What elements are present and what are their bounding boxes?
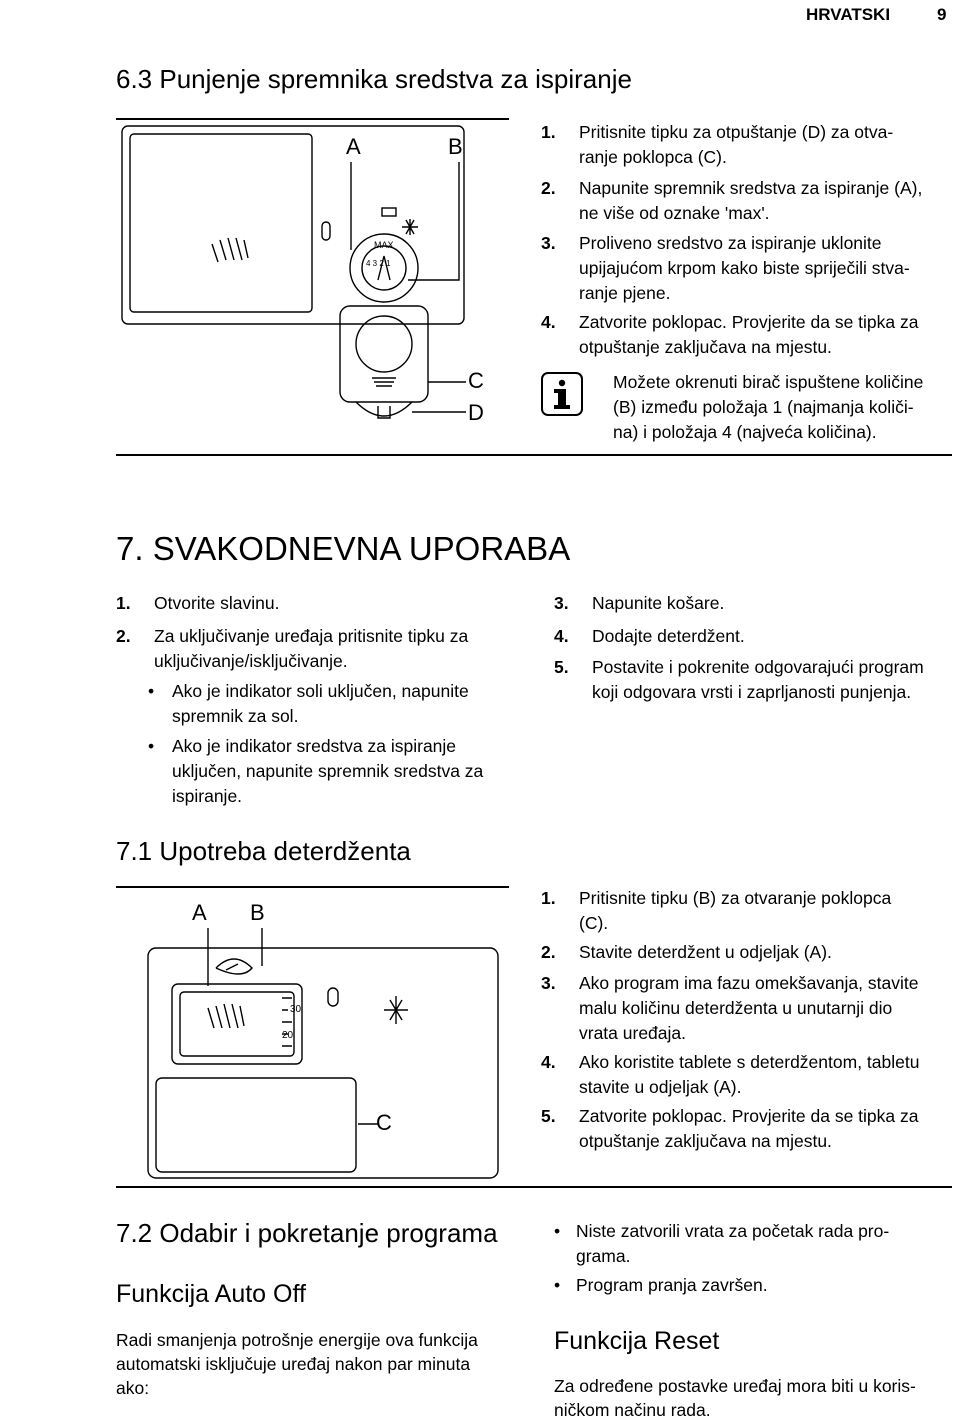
section-7-1-title: 7.1 Upotreba deterdženta xyxy=(116,836,411,866)
detergent-step-2: 2. Stavite deterdžent u odjeljak (A). xyxy=(541,942,832,962)
detergent-step-1: 1. Pritisnite tipku (B) za otvaranje poklopca (C). xyxy=(541,888,892,933)
info-text: Možete okrenuti birač ispuštene količine (B) između položaja 1 (najmanja količi- na) i položaja 4 (najveća količina). xyxy=(613,372,924,442)
rinse-aid-dispenser-drawing xyxy=(116,120,509,454)
section-6-3-title: 6.3 Punjenje spremnika sredstva za ispiranje xyxy=(116,64,632,94)
info-icon xyxy=(541,372,583,416)
step-number: 1. xyxy=(541,122,556,142)
scale-mark-20: 20 xyxy=(282,1030,294,1041)
section-7-2-title: 7.2 Odabir i pokretanje programa xyxy=(116,1218,498,1248)
dial-scale-label: 4 3 2 1 xyxy=(366,259,391,268)
daily-step-5: 5. Postavite i pokrenite odgovarajući program koji odgovara vrsti i zaprljanosti punjenja. xyxy=(554,657,924,702)
figure-label-d: D xyxy=(468,400,484,425)
figure-label-b: B xyxy=(448,134,463,159)
auto-off-bullet-2: • Program pranja završen. xyxy=(554,1273,768,1298)
figure-label-b: B xyxy=(250,900,265,925)
detergent-dispenser-drawing xyxy=(116,888,509,1186)
auto-off-bullet-1: • Niste zatvorili vrata za početak rada pro- grama. xyxy=(554,1221,890,1266)
rinse-step-4: 4. Zatvorite poklopac. Provjerite da se tipka za otpuštanje zaključava na mjestu. xyxy=(541,312,919,357)
bullet-icon: • xyxy=(554,1221,561,1241)
detergent-step-3: 3. Ako program ima fazu omekšavanja, stavite malu količinu deterdženta u unutarnji dio vrata uređaja. xyxy=(541,973,919,1043)
rinse-step-2: 2. Napunite spremnik sredstva za ispiranje (A), ne više od oznake 'max'. xyxy=(541,178,923,223)
daily-step-1: 1. Otvorite slavinu. xyxy=(116,593,280,613)
daily-step-3: 3. Napunite košare. xyxy=(554,593,725,613)
step-number: 2. xyxy=(541,178,556,198)
reset-title: Funkcija Reset xyxy=(554,1327,720,1355)
detergent-figure xyxy=(116,886,509,1188)
figure-label-c: C xyxy=(376,1110,392,1135)
daily-step-2: 2. Za uključivanje uređaja pritisnite tipku za uključivanje/isključivanje. xyxy=(116,626,469,671)
bullet-icon: • xyxy=(554,1275,561,1295)
step-number: 3. xyxy=(541,233,556,253)
dial-max-label: MAX xyxy=(374,240,394,250)
bullet-icon: • xyxy=(148,736,155,756)
daily-bullet-1: • Ako je indikator soli uključen, napunite spremnik za sol. xyxy=(148,681,469,726)
rinse-step-3: 3. Proliveno sredstvo za ispiranje uklonite upijajućom krpom kako biste spriječili stva- ranje pjene. xyxy=(541,233,910,303)
rinse-aid-figure xyxy=(116,118,509,456)
header-language: HRVATSKI xyxy=(806,5,891,24)
figure-label-a: A xyxy=(346,134,361,159)
detergent-step-4: 4. Ako koristite tablete s deterdžentom, tabletu stavite u odjeljak (A). xyxy=(541,1052,920,1097)
section-7-1-divider xyxy=(509,1186,952,1188)
auto-off-title: Funkcija Auto Off xyxy=(116,1280,306,1308)
bullet-icon: • xyxy=(148,681,155,701)
daily-step-4: 4. Dodajte deterdžent. xyxy=(554,626,745,646)
rinse-step-1: 1. Pritisnite tipku za otpuštanje (D) za otva- ranje poklopca (C). xyxy=(541,122,894,167)
scale-mark-30: 30 xyxy=(290,1004,302,1015)
figure-label-a: A xyxy=(192,900,207,925)
info-divider xyxy=(509,454,952,456)
auto-off-text: Radi smanjenja potrošnje energije ova funkcija automatski isključuje uređaj nakon par minuta ako: xyxy=(116,1330,478,1398)
daily-bullet-2: • Ako je indikator sredstva za ispiranje uključen, napunite spremnik sredstva za ispiranje. xyxy=(148,736,484,806)
section-7-title: 7. SVAKODNEVNA UPORABA xyxy=(116,530,571,567)
reset-text: Za određene postavke uređaj mora biti u koris- ničkom načinu rada. xyxy=(554,1376,916,1420)
detergent-step-5: 5. Zatvorite poklopac. Provjerite da se tipka za otpuštanje zaključava na mjestu. xyxy=(541,1106,919,1151)
step-number: 4. xyxy=(541,312,556,332)
figure-label-c: C xyxy=(468,368,484,393)
page-number: 9 xyxy=(937,5,947,24)
